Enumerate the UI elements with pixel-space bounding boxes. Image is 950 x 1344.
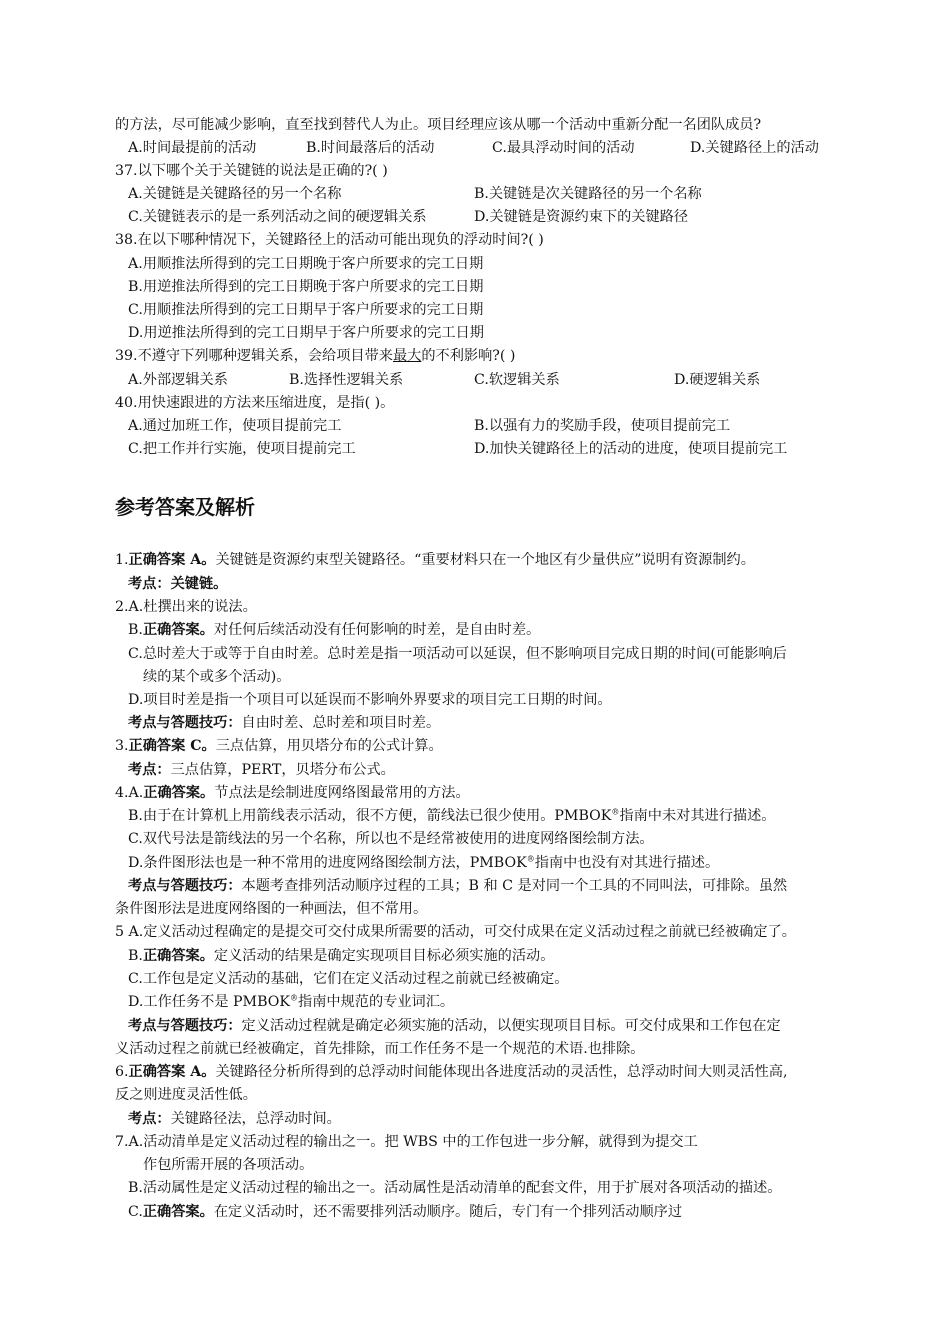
answer-6: 6.正确答案 A。关键路径分析所得到的总浮动时间能体现出各进度活动的灵活性，总浮动时间大则灵活性高, — [115, 1064, 788, 1080]
answer-5-keypoint: 考点与答题技巧：定义活动过程就是确定必须实施的活动，以便实现项目目标。可交付成果和工作包在定 — [128, 1018, 781, 1034]
q39-emphasis: 最大 — [392, 348, 422, 364]
q36-option-b: B.时间最落后的活动 — [306, 140, 435, 156]
answer-2-d: D.项目时差是指一个项目可以延误而不影响外界要求的项目完工日期的时间。 — [128, 692, 612, 708]
answer-5-d: D.工作任务不是 PMBOK®指南中规范的专业词汇。 — [128, 993, 455, 1010]
q36-stem-tail: 的方法，尽可能减少影响，直至找到替代人为止。项目经理应该从哪一个活动中重新分配一名团队成员? — [115, 117, 762, 133]
answer-4-c: C.双代号法是箭线法的另一个名称，所以也不是经常被使用的进度网络图绘制方法。 — [128, 831, 654, 847]
answer-7-a-line2: 作包所需开展的各项活动。 — [143, 1157, 314, 1173]
answer-1: 1.正确答案 A。关键链是资源约束型关键路径。“重要材料只在一个地区有少量供应”说明有资源制约。 — [115, 552, 755, 568]
answer-2-b: B.正确答案。对任何后续活动没有任何影响的时差，是自由时差。 — [128, 622, 541, 638]
answer-2-a: 2.A.杜撰出来的说法。 — [115, 599, 257, 615]
answer-4-d: D.条件图形法也是一种不常用的进度网络图绘制方法，PMBOK®指南中也没有对其进行描述。 — [128, 854, 720, 871]
answer-2-c-line1: C.总时差大于或等于自由时差。总时差是指一项活动可以延误，但不影响项目完成日期的时间(可能影响后 — [128, 646, 787, 662]
answer-4-keypoint-cont: 条件图形法是进度网络图的一种画法，但不常用。 — [115, 901, 428, 917]
q39-option-c: C.软逻辑关系 — [474, 372, 560, 388]
q39-option-b: B.选择性逻辑关系 — [289, 372, 404, 388]
q38-option-d: D.用逆推法所得到的完工日期早于客户所要求的完工日期 — [128, 325, 484, 341]
answer-4-keypoint: 考点与答题技巧：本题考查排列活动顺序过程的工具；B 和 C 是对同一个工具的不同叫法，可排除。虽然 — [128, 878, 788, 894]
q38-stem: 38.在以下哪种情况下，关键路径上的活动可能出现负的浮动时间?( ) — [115, 232, 544, 248]
answer-4-b: B.由于在计算机上用箭线表示活动，很不方便，箭线法已很少使用。PMBOK®指南中未对其进行描述。 — [128, 807, 776, 824]
answer-5-a: 5 A.定义活动过程确定的是提交可交付成果所需要的活动，可交付成果在定义活动过程之前就已经被确定了。 — [115, 924, 796, 940]
answer-4-a: 4.A.正确答案。节点法是绘制进度网络图最常用的方法。 — [115, 785, 470, 801]
answer-5-c: C.工作包是定义活动的基础，它们在定义活动过程之前就已经被确定。 — [128, 971, 569, 987]
q36-option-c: C.最具浮动时间的活动 — [492, 140, 635, 156]
q37-stem: 37.以下哪个关于关键链的说法是正确的?( ) — [115, 163, 388, 179]
answer-7-a-line1: 7.A.活动清单是定义活动过程的输出之一。把 WBS 中的工作包进一步分解，就得到为提交工 — [115, 1134, 698, 1150]
answer-5-keypoint-cont: 义活动过程之前就已经被确定，首先排除，而工作任务不是一个规范的术语.也排除。 — [115, 1041, 645, 1057]
q39-option-d: D.硬逻辑关系 — [674, 372, 761, 388]
answer-5-b: B.正确答案。定义活动的结果是确定实现项目目标必须实施的活动。 — [128, 948, 555, 964]
q37-option-a: A.关键链是关键路径的另一个名称 — [128, 186, 342, 202]
answer-3: 3.正确答案 C。三点估算，用贝塔分布的公式计算。 — [115, 738, 443, 754]
q40-option-a: A.通过加班工作，使项目提前完工 — [128, 418, 342, 434]
answer-7-c: C.正确答案。在定义活动时，还不需要排列活动顺序。随后，专门有一个排列活动顺序过 — [128, 1204, 683, 1220]
answers-heading: 参考答案及解析 — [115, 495, 255, 519]
q40-option-c: C.把工作并行实施，使项目提前完工 — [128, 441, 356, 457]
answer-7-b: B.活动属性是定义活动过程的输出之一。活动属性是活动清单的配套文件，用于扩展对各项活动的描述。 — [128, 1180, 782, 1196]
q36-option-d: D.关键路径上的活动 — [690, 140, 819, 156]
answer-3-keypoint: 考点：三点估算，PERT，贝塔分布公式。 — [128, 762, 395, 778]
answer-1-keypoint: 考点：关键链。 — [128, 576, 228, 592]
q37-option-b: B.关键链是次关键路径的另一个名称 — [474, 186, 702, 202]
q39-option-a: A.外部逻辑关系 — [128, 372, 228, 388]
q37-option-c: C.关键链表示的是一系列活动之间的硬逻辑关系 — [128, 209, 427, 225]
q40-stem: 40.用快速跟进的方法来压缩进度，是指( )。 — [115, 395, 395, 411]
q40-option-d: D.加快关键路径上的活动的进度，使项目提前完工 — [474, 441, 788, 457]
answer-2-c-line2: 续的某个或多个活动)。 — [143, 669, 291, 685]
q36-option-a: A.时间最提前的活动 — [128, 140, 257, 156]
answer-2-keypoint: 考点与答题技巧：自由时差、总时差和项目时差。 — [128, 715, 441, 731]
answer-6-cont: 反之则进度灵活性低。 — [115, 1087, 257, 1103]
answer-6-keypoint: 考点：关键路径法，总浮动时间。 — [128, 1111, 341, 1127]
q38-option-b: B.用逆推法所得到的完工日期晚于客户所要求的完工日期 — [128, 279, 484, 295]
q38-option-a: A.用顺推法所得到的完工日期晚于客户所要求的完工日期 — [128, 256, 484, 272]
q38-option-c: C.用顺推法所得到的完工日期早于客户所要求的完工日期 — [128, 302, 484, 318]
q37-option-d: D.关键链是资源约束下的关键路径 — [474, 209, 689, 225]
q40-option-b: B.以强有力的奖励手段，使项目提前完工 — [474, 418, 731, 434]
q39-stem: 39.不遵守下列哪种逻辑关系，会给项目带来最大的不利影响?( ) — [115, 348, 516, 364]
